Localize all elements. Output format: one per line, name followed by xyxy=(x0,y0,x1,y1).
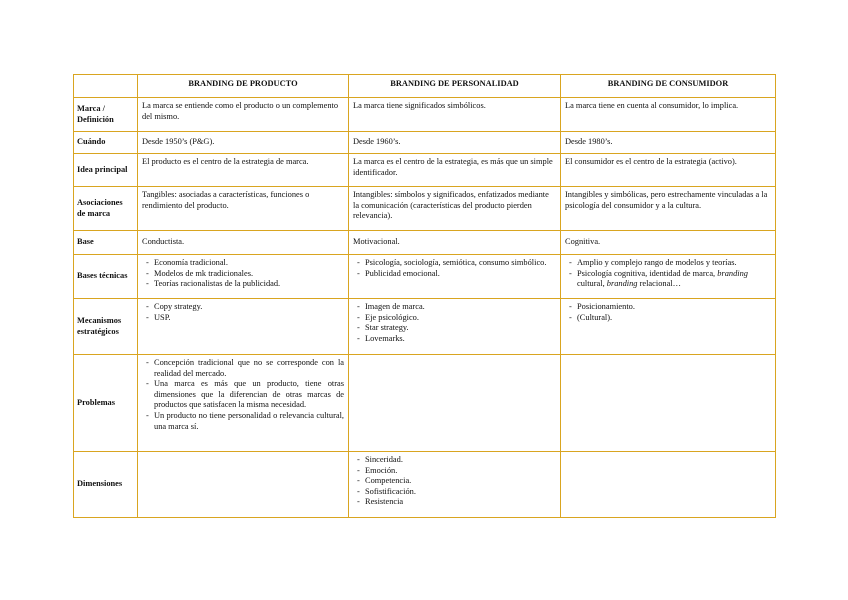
row-label-base: Base xyxy=(74,231,138,255)
table-row-base xyxy=(74,231,776,255)
cell-marca-personalidad: La marca tiene significados simbólicos. xyxy=(349,98,561,132)
list-item: - Amplio y complejo rango de modelos y teorías. xyxy=(577,258,771,269)
text-span: cultural, xyxy=(577,279,607,289)
list-item: - Modelos de mk tradicionales. xyxy=(154,269,344,280)
cell-mecanismos-personalidad xyxy=(349,299,561,355)
cell-mecanismos-consumidor xyxy=(561,299,776,355)
list-item: - Posicionamiento. xyxy=(577,302,771,313)
list-item: - Teorías racionalistas de la publicidad. xyxy=(154,279,344,290)
cell-base-consumidor: Cognitiva. xyxy=(561,231,776,255)
list-item: - Star strategy. xyxy=(365,323,556,334)
table-row-idea xyxy=(74,154,776,187)
cell-bases-personalidad xyxy=(349,255,561,299)
cell-asociaciones-producto: Tangibles: asociadas a características, funciones o rendimiento del producto. xyxy=(138,187,349,231)
header-consumidor: BRANDING DE CONSUMIDOR xyxy=(561,75,776,98)
cell-bases-producto xyxy=(138,255,349,299)
branding-comparison-table xyxy=(73,74,776,518)
cell-marca-consumidor: La marca tiene en cuenta al consumidor, lo implica. xyxy=(561,98,776,132)
cell-marca-producto: La marca se entiende como el producto o un complemento del mismo. xyxy=(138,98,349,132)
dimensiones-personalidad-list xyxy=(353,455,556,508)
italic-term: branding xyxy=(717,268,748,278)
text-span: relacional… xyxy=(637,279,681,289)
cell-base-producto: Conductista. xyxy=(138,231,349,255)
list-item: - Publicidad emocional. xyxy=(365,269,556,280)
table-row-mecanismos xyxy=(74,299,776,355)
list-item: - Una marca es más que un producto, tiene otras dimensiones que la diferencian de otras marcas de productos que satisfacen la misma necesidad. xyxy=(154,379,344,411)
row-label-idea: Idea principal xyxy=(74,154,138,187)
cell-cuando-personalidad: Desde 1960’s. xyxy=(349,132,561,154)
mecanismos-consumidor-list xyxy=(565,302,771,323)
table-row-bases-tecnicas xyxy=(74,255,776,299)
cell-idea-personalidad: La marca es el centro de la estrategia, es más que un simple identificador. xyxy=(349,154,561,187)
list-item: - Copy strategy. xyxy=(154,302,344,313)
cell-asociaciones-consumidor: Intangibles y simbólicas, pero estrechamente vinculadas a la psicología del consumidor y a la cultura. xyxy=(561,187,776,231)
text-span: Psicología cognitiva, identidad de marca, xyxy=(577,268,718,278)
cell-idea-consumidor: El consumidor es el centro de la estrategia (activo). xyxy=(561,154,776,187)
row-label-problemas: Problemas xyxy=(74,355,138,452)
cell-problemas-personalidad xyxy=(349,355,561,452)
list-item: - (Cultural). xyxy=(577,313,771,324)
cell-dimensiones-producto xyxy=(138,452,349,518)
bases-personalidad-list xyxy=(353,258,556,279)
cell-problemas-producto xyxy=(138,355,349,452)
cell-bases-consumidor xyxy=(561,255,776,299)
table-row-asociaciones xyxy=(74,187,776,231)
mecanismos-personalidad-list xyxy=(353,302,556,344)
row-label-marca: Marca / Definición xyxy=(74,98,138,132)
list-item: - Lovemarks. xyxy=(365,334,556,345)
cell-asociaciones-personalidad: Intangibles: símbolos y significados, enfatizados mediante la comunicación (características del producto pierden relevancia). xyxy=(349,187,561,231)
cell-base-personalidad: Motivacional. xyxy=(349,231,561,255)
list-item: - Emoción. xyxy=(365,466,556,477)
header-personalidad: BRANDING DE PERSONALIDAD xyxy=(349,75,561,98)
list-item: - Eje psicológico. xyxy=(365,313,556,324)
cell-problemas-consumidor xyxy=(561,355,776,452)
list-item: - USP. xyxy=(154,313,344,324)
table-row-marca xyxy=(74,98,776,132)
list-item: - Competencia. xyxy=(365,476,556,487)
list-item: - Un producto no tiene personalidad o relevancia cultural, una marca sí. xyxy=(154,411,344,432)
header-row xyxy=(74,75,776,98)
list-item: - Sinceridad. xyxy=(365,455,556,466)
cell-dimensiones-consumidor xyxy=(561,452,776,518)
list-item: - Concepción tradicional que no se corresponde con la realidad del mercado. xyxy=(154,358,344,379)
list-item: - Sofistificación. xyxy=(365,487,556,498)
row-label-mecanismos: Mecanismos estratégicos xyxy=(74,299,138,355)
row-label-dimensiones: Dimensiones xyxy=(74,452,138,518)
list-item xyxy=(577,269,771,290)
row-label-cuando: Cuándo xyxy=(74,132,138,154)
list-item: - Imagen de marca. xyxy=(365,302,556,313)
problemas-producto-list xyxy=(142,358,344,432)
mecanismos-producto-list xyxy=(142,302,344,323)
table-row-problemas xyxy=(74,355,776,452)
header-producto: BRANDING DE PRODUCTO xyxy=(138,75,349,98)
list-item: - Resistencia xyxy=(365,497,556,508)
row-label-bases-tecnicas: Bases técnicas xyxy=(74,255,138,299)
list-item: - Psicología, sociología, semiótica, consumo simbólico. xyxy=(365,258,556,269)
bases-consumidor-list xyxy=(565,258,771,290)
table-row-dimensiones xyxy=(74,452,776,518)
cell-cuando-producto: Desde 1950’s (P&G). xyxy=(138,132,349,154)
header-empty xyxy=(74,75,138,98)
cell-cuando-consumidor: Desde 1980’s. xyxy=(561,132,776,154)
table-row-cuando xyxy=(74,132,776,154)
list-item: - Economía tradicional. xyxy=(154,258,344,269)
cell-dimensiones-personalidad xyxy=(349,452,561,518)
row-label-asociaciones: Asociaciones de marca xyxy=(74,187,138,231)
cell-idea-producto: El producto es el centro de la estrategia de marca. xyxy=(138,154,349,187)
bases-producto-list xyxy=(142,258,344,290)
italic-term: branding xyxy=(606,279,638,289)
cell-mecanismos-producto xyxy=(138,299,349,355)
